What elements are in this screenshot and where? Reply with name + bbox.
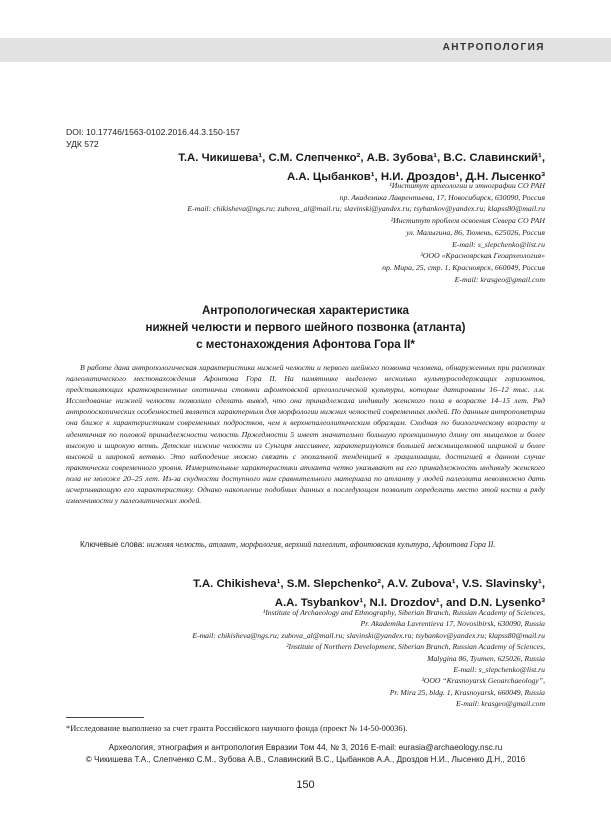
affiliation-ru-emails: E-mail: chikisheva@ngs.ru; zubova_al@mail.ru; slavinski@yandex.ru; tsybankov@yandex.ru; klapss80@mail.ru (187, 204, 545, 214)
title-line1: Антропологическая характеристика (201, 304, 410, 317)
journal-info: Археология, этнография и антропология Евразии Том 44, № 3, 2016 E-mail: eurasia@archaeology.nsc.ru (108, 743, 503, 752)
title-line3: с местонахождения Афонтова Гора II* (196, 338, 415, 351)
page-number: 150 (296, 779, 315, 791)
authors-ru-line1: Т.А. Чикишева¹, С.М. Слепченко², А.В. Зубова¹, В.С. Славинский¹, (178, 152, 545, 164)
affiliation-ru-line: пр. Мира, 25, стр. 1, Красноярск, 660049, Россия (382, 262, 545, 272)
affiliation-en-line: Pr. Mira 25, bldg. 1, Krasnoyarsk, 660049, Russia (389, 687, 545, 697)
affiliation-en-emails: E-mail: chikisheva@ngs.ru; zubova_al@mail.ru; slavinski@yandex.ru; tsybankov@yandex.ru; klapss80@mail.ru (192, 630, 545, 640)
affiliation-ru-line: ул. Малыгина, 86, Тюмень, 625026, Россия (406, 227, 545, 237)
footnote-divider (66, 717, 144, 718)
udk: УДК 572 (66, 139, 99, 149)
section-title: АНТРОПОЛОГИЯ (442, 42, 545, 53)
affiliation-ru-line: ³ООО «Красноярская Геоархеология» (420, 251, 545, 261)
authors-en-line2: A.A. Tsybankov¹, N.I. Drozdov¹, and D.N. Lysenko³ (274, 597, 545, 609)
authors-ru-line2: А.А. Цыбанков¹, Н.И. Дроздов¹, Д.Н. Лысенко³ (286, 171, 545, 183)
keywords-label: Ключевые слова: (80, 540, 145, 549)
doi[interactable]: DOI: 10.17746/1563-0102.2016.44.3.150-157 (66, 127, 240, 137)
affiliation-ru-line: ²Институт проблем освоения Севера СО РАН (390, 216, 545, 226)
affiliations-en (65, 607, 545, 710)
affiliations-ru (65, 180, 545, 285)
authors-en-line1: T.A. Chikisheva¹, S.M. Slepchenko², A.V. Zubova¹, V.S. Slavinsky¹, (193, 578, 545, 590)
affiliation-en-line: Pr. Akademika Lavrentieva 17, Novosibirsk, 630090, Russia (360, 619, 545, 629)
keywords-text: нижняя челюсть, атлант, морфология, верхний палеолит, афонтовская культура, Афонтова Гора II. (146, 540, 496, 549)
affiliation-en-line: Malygina 86, Tyumen, 625026, Russia (427, 653, 545, 663)
affiliation-ru-line: ¹Институт археологии и этнографии СО РАН (389, 181, 545, 190)
footnote: *Исследование выполнено за счет гранта Российского научного фонда (проект № 14-50-00036). (66, 724, 408, 733)
title-line2: нижней челюсти и первого шейного позвонка (атланта) (145, 321, 466, 334)
affiliation-ru-email: E-mail: s_slepchenko@list.ru (452, 239, 545, 249)
affiliation-en-email: E-mail: s_slepchenko@list.ru (453, 665, 545, 675)
affiliation-ru-line: пр. Академика Лаврентьева, 17, Новосибирск, 630090, Россия (339, 192, 545, 202)
affiliation-ru-email: E-mail: krasgeo@gmail.com (454, 274, 545, 284)
article-title (0, 302, 611, 353)
abstract-ru: В работе дана антропологическая характеристика нижней челюсти и первого шейного позвонка человека, обнаруженных при раскопках палеолитического местонахождения Афонтова Гора II. На памятнике выделено несколько культуросодержащих горизонтов, представляющих кратковременные охотничьи стоянки афонтовской археологической культуры, которые датированы 16–12 тыс. л.н. Исследование нижней челюсти позволило сделать вывод, что она принадлежала индивиду женского пола в возрасте 14–15 лет. Ряд антропоскопических особенностей является характерным для морфологии нижних челюстей современных людей. По данным антропометрии она ближе к характеристикам современных подростков, чем к верхнепалеолитическим образцам. Сходная по биологическому возрасту и идентичная по половой принадлежности челюсть Пржедмости 5 имеет значительно большую проекционную длину от мыщелков и более высокую и широкую ветвь. Детские нижние челюсти из Сунгиря массивнее, характеризуются большей межмыщелковой шириной и более высокой и широкой ветвью. Это наблюдение можно связать с эпохальной тенденцией к грацилизации, достигшей в данном случае практически современного уровня. Измерительные характеристики атланта четко указывают на его принадлежность индивиду женского пола не моложе 20–25 лет. Из-за скудности доступного нам сравнительного материала по атланту у людей палеолита невозможно дать исчерпывающую его характеристику. Однако накопление подобных данных в последующем позволит определить место этой кости в ряду изменчивости у палеолитических людей. (66, 363, 545, 506)
keywords-ru (80, 540, 495, 549)
affiliation-en-email: E-mail: krasgeo@gmail.com (455, 699, 545, 709)
copyright-line: © Чикишева Т.А., Слепченко С.М., Зубова А.В., Славинский В.С., Цыбанков А.А., Дроздов Н.И., Лысенко Д.Н., 2016 (85, 755, 526, 764)
affiliation-en-line: ²Institute of Northern Development, Siberian Branch, Russian Academy of Sciences, (286, 642, 545, 652)
affiliation-en-line: ¹Institute of Archaeology and Ethnography, Siberian Branch, Russian Academy of Sciences, (262, 608, 545, 617)
affiliation-en-line: ³OOO “Krasnoyarsk Geoarchaeology”, (421, 676, 545, 686)
section-header-band (0, 38, 611, 62)
